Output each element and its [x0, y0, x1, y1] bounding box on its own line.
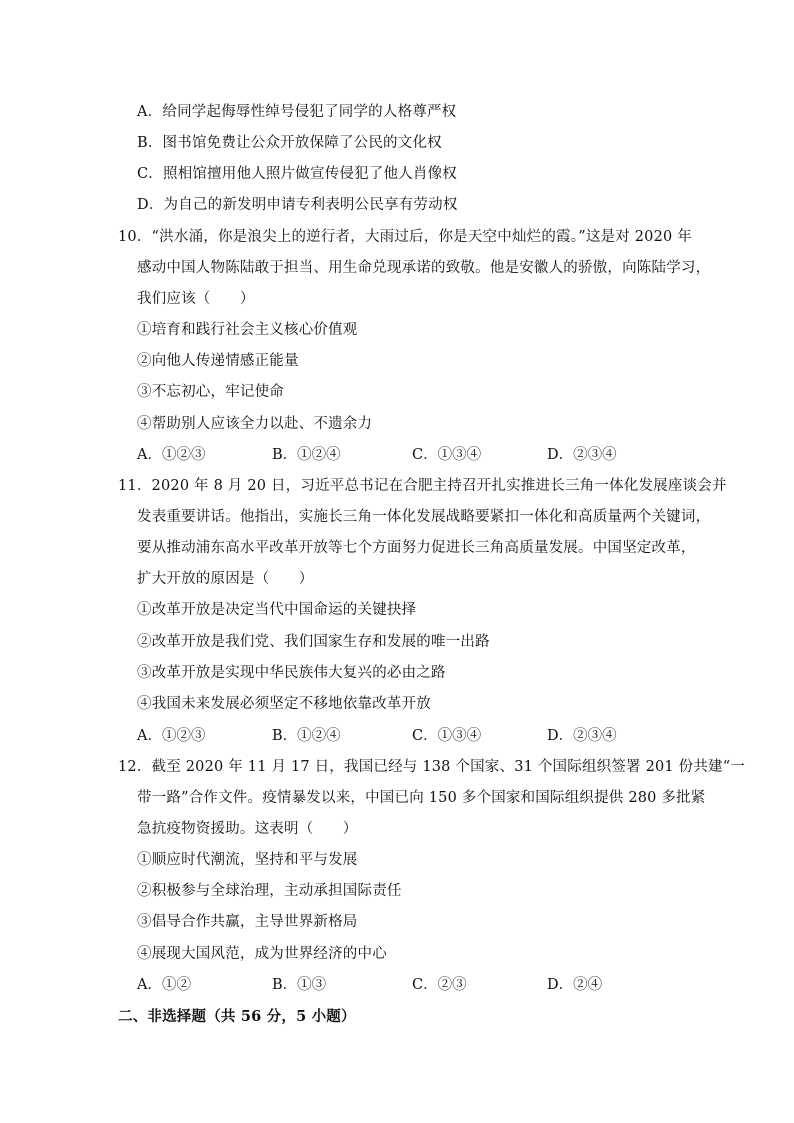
- q10-stem-line-2: 感动中国人物陈陆敢于担当、用生命兑现承诺的致敬。他是安徽人的骄傲，向陈陆学习，: [137, 260, 711, 276]
- q10-stem-line-3: 我们应该（ ）: [137, 291, 255, 307]
- q10-item-2: ②向他人传递情感正能量: [137, 353, 299, 369]
- q11-choice-b: B．①②④: [272, 728, 341, 744]
- q9-option-a: A．给同学起侮辱性绰号侵犯了同学的人格尊严权: [137, 104, 457, 120]
- q11-stem-line-3: 要从推动浦东高水平改革开放等七个方面努力促进长三角高质量发展。中国坚定改革，: [137, 540, 696, 556]
- q11-choice-d: D．②③④: [547, 728, 617, 744]
- q11-choice-a: A．①②③: [137, 728, 206, 744]
- q9-option-c: C．照相馆擅用他人照片做宣传侵犯了他人肖像权: [137, 166, 457, 182]
- q10-item-1: ①培育和践行社会主义核心价值观: [137, 322, 358, 338]
- q11-stem-line-2: 发表重要讲话。他指出，实施长三角一体化发展战略要紧扣一体化和高质量两个关键词，: [137, 509, 711, 525]
- q12-item-4: ④展现大国风范，成为世界经济的中心: [137, 946, 387, 962]
- q11-stem-line-4: 扩大开放的原因是（ ）: [137, 571, 314, 587]
- q12-choice-d: D．②④: [547, 977, 603, 993]
- q11-item-2: ②改革开放是我们党、我们国家生存和发展的唯一出路: [137, 634, 490, 650]
- q11-item-3: ③改革开放是实现中华民族伟大复兴的必由之路: [137, 665, 446, 681]
- q11-item-4: ④我国未来发展必须坚定不移地依靠改革开放: [137, 696, 431, 712]
- q10-choice-b: B．①②④: [272, 447, 341, 463]
- q12-item-1: ①顺应时代潮流，坚持和平与发展: [137, 852, 358, 868]
- q12-choice-a: A．①②: [137, 977, 191, 993]
- q10-item-3: ③不忘初心，牢记使命: [137, 384, 284, 400]
- q12-item-3: ③倡导合作共赢，主导世界新格局: [137, 914, 358, 930]
- q11-item-1: ①改革开放是决定当代中国命运的关键抉择: [137, 602, 417, 618]
- q10-choice-a: A．①②③: [137, 447, 206, 463]
- section-heading-non-choice: 二、非选择题（共 56 分，5 小题）: [118, 1008, 356, 1025]
- q12-item-2: ②积极参与全球治理，主动承担国际责任: [137, 883, 402, 899]
- q12-stem-line-3: 急抗疫物资援助。这表明（ ）: [137, 821, 358, 837]
- q10-item-4: ④帮助别人应该全力以赴、不遗余力: [137, 416, 373, 432]
- q11-stem-line-1: 11．2020 年 8 月 20 日，习近平总书记在合肥主持召开扎实推进长三角一体化发展座谈会并: [118, 478, 727, 494]
- q12-choice-c: C．②③: [412, 977, 467, 993]
- q9-option-d: D．为自己的新发明申请专利表明公民享有劳动权: [137, 197, 458, 213]
- q10-stem-line-1: 10．“洪水涌，你是浪尖上的逆行者，大雨过后，你是天空中灿烂的霞。”这是对 2020 年: [118, 229, 692, 245]
- q10-choice-c: C．①③④: [412, 447, 482, 463]
- q10-choice-d: D．②③④: [547, 447, 617, 463]
- q12-stem-line-2: 带一路”合作文件。疫情暴发以来，中国已向 150 多个国家和国际组织提供 280 多批紧: [137, 790, 706, 806]
- q11-choice-c: C．①③④: [412, 728, 482, 744]
- q12-choice-b: B．①③: [272, 977, 327, 993]
- q9-option-b: B．图书馆免费让公众开放保障了公民的文化权: [137, 135, 442, 151]
- q12-stem-line-1: 12．截至 2020 年 11 月 17 日，我国已经与 138 个国家、31 个国际组织签署 201 份共建“一: [118, 759, 746, 775]
